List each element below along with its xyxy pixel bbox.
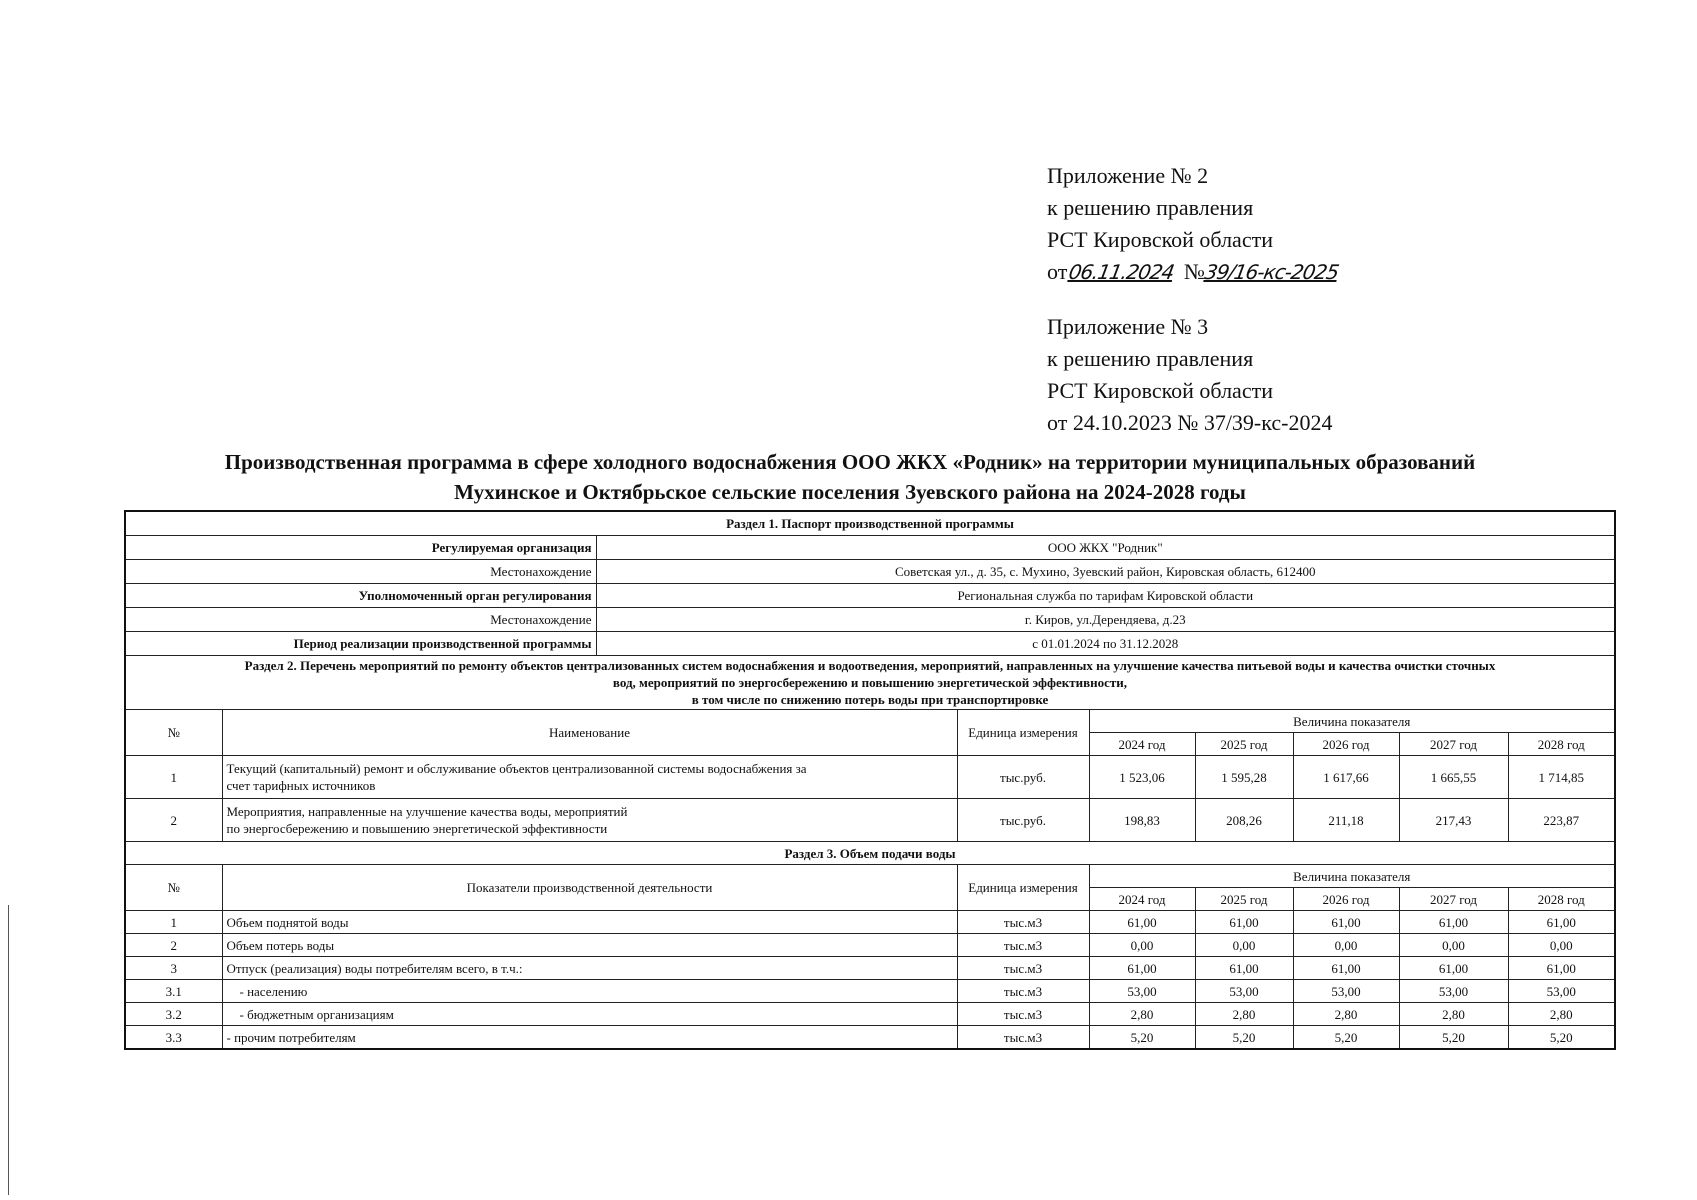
row-value: 5,20	[1195, 1026, 1293, 1050]
row-value: 0,00	[1508, 934, 1615, 957]
row-num: 2	[125, 934, 222, 957]
row-value: 5,20	[1089, 1026, 1195, 1050]
row-value: 0,00	[1089, 934, 1195, 957]
section2-title-line2: вод, мероприятий по энергосбережению и повышению энергетической эффективности,	[612, 675, 1128, 690]
row-name	[222, 756, 957, 799]
row-value: 61,00	[1508, 957, 1615, 980]
table-row	[125, 957, 1615, 980]
row-value: 208,26	[1195, 799, 1293, 842]
section2-title-line3: в том числе по снижению потерь воды при транспортировке	[691, 692, 1049, 707]
row-num: 2	[125, 799, 222, 842]
row-value: 223,87	[1508, 799, 1615, 842]
passport-value: ООО ЖКХ "Родник"	[596, 536, 1615, 560]
passport-label: Регулируемая организация	[125, 536, 596, 560]
passport-row	[125, 536, 1615, 560]
row-value: 2,80	[1399, 1003, 1508, 1026]
header-year: 2024 год	[1089, 888, 1195, 911]
section2-title-line1: Раздел 2. Перечень мероприятий по ремонту объектов централизованных систем водоснабжения и водоотведения, мероприятий, направленных на улучшение качества питьевой воды и качества очистки сточных	[244, 658, 1496, 673]
row-name	[222, 799, 957, 842]
passport-value: Советская ул., д. 35, с. Мухино, Зуевский район, Кировская область, 612400	[596, 560, 1615, 584]
handwritten-date: 06.11.2024	[1067, 260, 1176, 284]
program-table	[124, 510, 1616, 1050]
row-num: 3	[125, 957, 222, 980]
row-unit: тыс.руб.	[957, 756, 1089, 799]
row-unit: тыс.м3	[957, 934, 1089, 957]
passport-label: Местонахождение	[125, 560, 596, 584]
row-value: 0,00	[1399, 934, 1508, 957]
appendix-2-line1: Приложение № 2	[1047, 163, 1209, 188]
row-value: 61,00	[1293, 911, 1399, 934]
row-name: - населению	[222, 980, 957, 1003]
header-unit: Единица измерения	[957, 865, 1089, 911]
appendix-2-line2: к решению правления	[1047, 195, 1254, 220]
passport-label: Уполномоченный орган регулирования	[125, 584, 596, 608]
row-value: 53,00	[1089, 980, 1195, 1003]
header-name: Наименование	[222, 710, 957, 756]
header-year: 2026 год	[1293, 888, 1399, 911]
row-unit: тыс.м3	[957, 957, 1089, 980]
row-name: - бюджетным организациям	[222, 1003, 957, 1026]
row-value: 61,00	[1195, 911, 1293, 934]
header-year: 2028 год	[1508, 733, 1615, 756]
handwritten-number: 39/16-кс-2025	[1202, 260, 1341, 284]
row-name-line2: по энергосбережению и повышению энергетической эффективности	[226, 821, 608, 836]
row-unit: тыс.м3	[957, 1026, 1089, 1050]
row-value: 211,18	[1293, 799, 1399, 842]
appendix-3-line1: Приложение № 3	[1047, 314, 1209, 339]
row-value: 61,00	[1293, 957, 1399, 980]
table-row	[125, 1003, 1615, 1026]
row-unit: тыс.м3	[957, 911, 1089, 934]
table-row	[125, 756, 1615, 799]
appendix-2-header	[1047, 160, 1341, 288]
section1-title: Раздел 1. Паспорт производственной программы	[125, 511, 1615, 536]
passport-value: с 01.01.2024 по 31.12.2028	[596, 632, 1615, 656]
appendix-3-line2: к решению правления	[1047, 346, 1254, 371]
passport-row	[125, 584, 1615, 608]
table-row	[125, 799, 1615, 842]
header-year: 2026 год	[1293, 733, 1399, 756]
table-row	[125, 911, 1615, 934]
row-value: 61,00	[1089, 911, 1195, 934]
row-unit: тыс.м3	[957, 980, 1089, 1003]
section3-title: Раздел 3. Объем подачи воды	[125, 842, 1615, 865]
from-prefix: от	[1047, 259, 1068, 284]
row-value: 1 714,85	[1508, 756, 1615, 799]
row-value: 2,80	[1089, 1003, 1195, 1026]
row-value: 2,80	[1508, 1003, 1615, 1026]
row-value: 53,00	[1508, 980, 1615, 1003]
passport-value: г. Киров, ул.Дерендяева, д.23	[596, 608, 1615, 632]
row-name-line1: Текущий (капитальный) ремонт и обслуживание объектов централизованной системы водоснабжения за	[226, 761, 807, 776]
header-unit: Единица измерения	[957, 710, 1089, 756]
row-name-line2: счет тарифных источников	[226, 778, 376, 793]
table-row	[125, 1026, 1615, 1050]
row-unit: тыс.м3	[957, 1003, 1089, 1026]
appendix-3-line3: РСТ Кировской области	[1047, 378, 1273, 403]
row-value: 53,00	[1399, 980, 1508, 1003]
row-value: 61,00	[1089, 957, 1195, 980]
header-num: №	[125, 710, 222, 756]
row-value: 61,00	[1399, 911, 1508, 934]
header-year: 2024 год	[1089, 733, 1195, 756]
header-num: №	[125, 865, 222, 911]
passport-label: Период реализации производственной программы	[125, 632, 596, 656]
row-value: 5,20	[1508, 1026, 1615, 1050]
header-value-group: Величина показателя	[1089, 710, 1615, 733]
row-value: 5,20	[1399, 1026, 1508, 1050]
number-prefix: №	[1183, 259, 1205, 284]
row-value: 1 617,66	[1293, 756, 1399, 799]
header-year: 2028 год	[1508, 888, 1615, 911]
passport-row	[125, 632, 1615, 656]
row-value: 5,20	[1293, 1026, 1399, 1050]
table-row	[125, 934, 1615, 957]
scan-edge-line	[8, 905, 9, 1195]
row-value: 1 523,06	[1089, 756, 1195, 799]
passport-row	[125, 608, 1615, 632]
header-year: 2025 год	[1195, 733, 1293, 756]
row-num: 1	[125, 911, 222, 934]
row-value: 0,00	[1293, 934, 1399, 957]
row-unit: тыс.руб.	[957, 799, 1089, 842]
row-name-line1: Мероприятия, направленные на улучшение качества воды, мероприятий	[226, 804, 628, 819]
header-value-group: Величина показателя	[1089, 865, 1615, 888]
row-value: 53,00	[1195, 980, 1293, 1003]
passport-value: Региональная служба по тарифам Кировской области	[596, 584, 1615, 608]
header-year: 2027 год	[1399, 733, 1508, 756]
row-value: 53,00	[1293, 980, 1399, 1003]
appendix-3-header	[1047, 311, 1332, 439]
row-value: 2,80	[1293, 1003, 1399, 1026]
row-value: 217,43	[1399, 799, 1508, 842]
row-value: 0,00	[1195, 934, 1293, 957]
row-value: 198,83	[1089, 799, 1195, 842]
row-name: Объем потерь воды	[222, 934, 957, 957]
row-value: 2,80	[1195, 1003, 1293, 1026]
row-value: 61,00	[1195, 957, 1293, 980]
passport-label: Местонахождение	[125, 608, 596, 632]
document-title	[110, 447, 1590, 507]
passport-row	[125, 560, 1615, 584]
header-name: Показатели производственной деятельности	[222, 865, 957, 911]
row-num: 3.1	[125, 980, 222, 1003]
header-year: 2025 год	[1195, 888, 1293, 911]
document-title-line1: Производственная программа в сфере холодного водоснабжения ООО ЖКХ «Родник» на территории муниципальных образований	[224, 450, 1476, 474]
appendix-2-line3: РСТ Кировской области	[1047, 227, 1273, 252]
row-value: 61,00	[1399, 957, 1508, 980]
row-num: 3.2	[125, 1003, 222, 1026]
appendix-2-line4	[1047, 256, 1341, 288]
row-value: 1 665,55	[1399, 756, 1508, 799]
row-value: 1 595,28	[1195, 756, 1293, 799]
document-title-line2: Мухинское и Октябрьское сельские поселения Зуевского района на 2024-2028 годы	[454, 480, 1246, 504]
header-year: 2027 год	[1399, 888, 1508, 911]
appendix-3-line4: от 24.10.2023 № 37/39-кс-2024	[1047, 410, 1333, 435]
row-num: 3.3	[125, 1026, 222, 1050]
row-name: Отпуск (реализация) воды потребителям всего, в т.ч.:	[222, 957, 957, 980]
row-num: 1	[125, 756, 222, 799]
row-name: Объем поднятой воды	[222, 911, 957, 934]
row-name: - прочим потребителям	[222, 1026, 957, 1050]
table-row	[125, 980, 1615, 1003]
section2-title	[125, 656, 1615, 710]
row-value: 61,00	[1508, 911, 1615, 934]
